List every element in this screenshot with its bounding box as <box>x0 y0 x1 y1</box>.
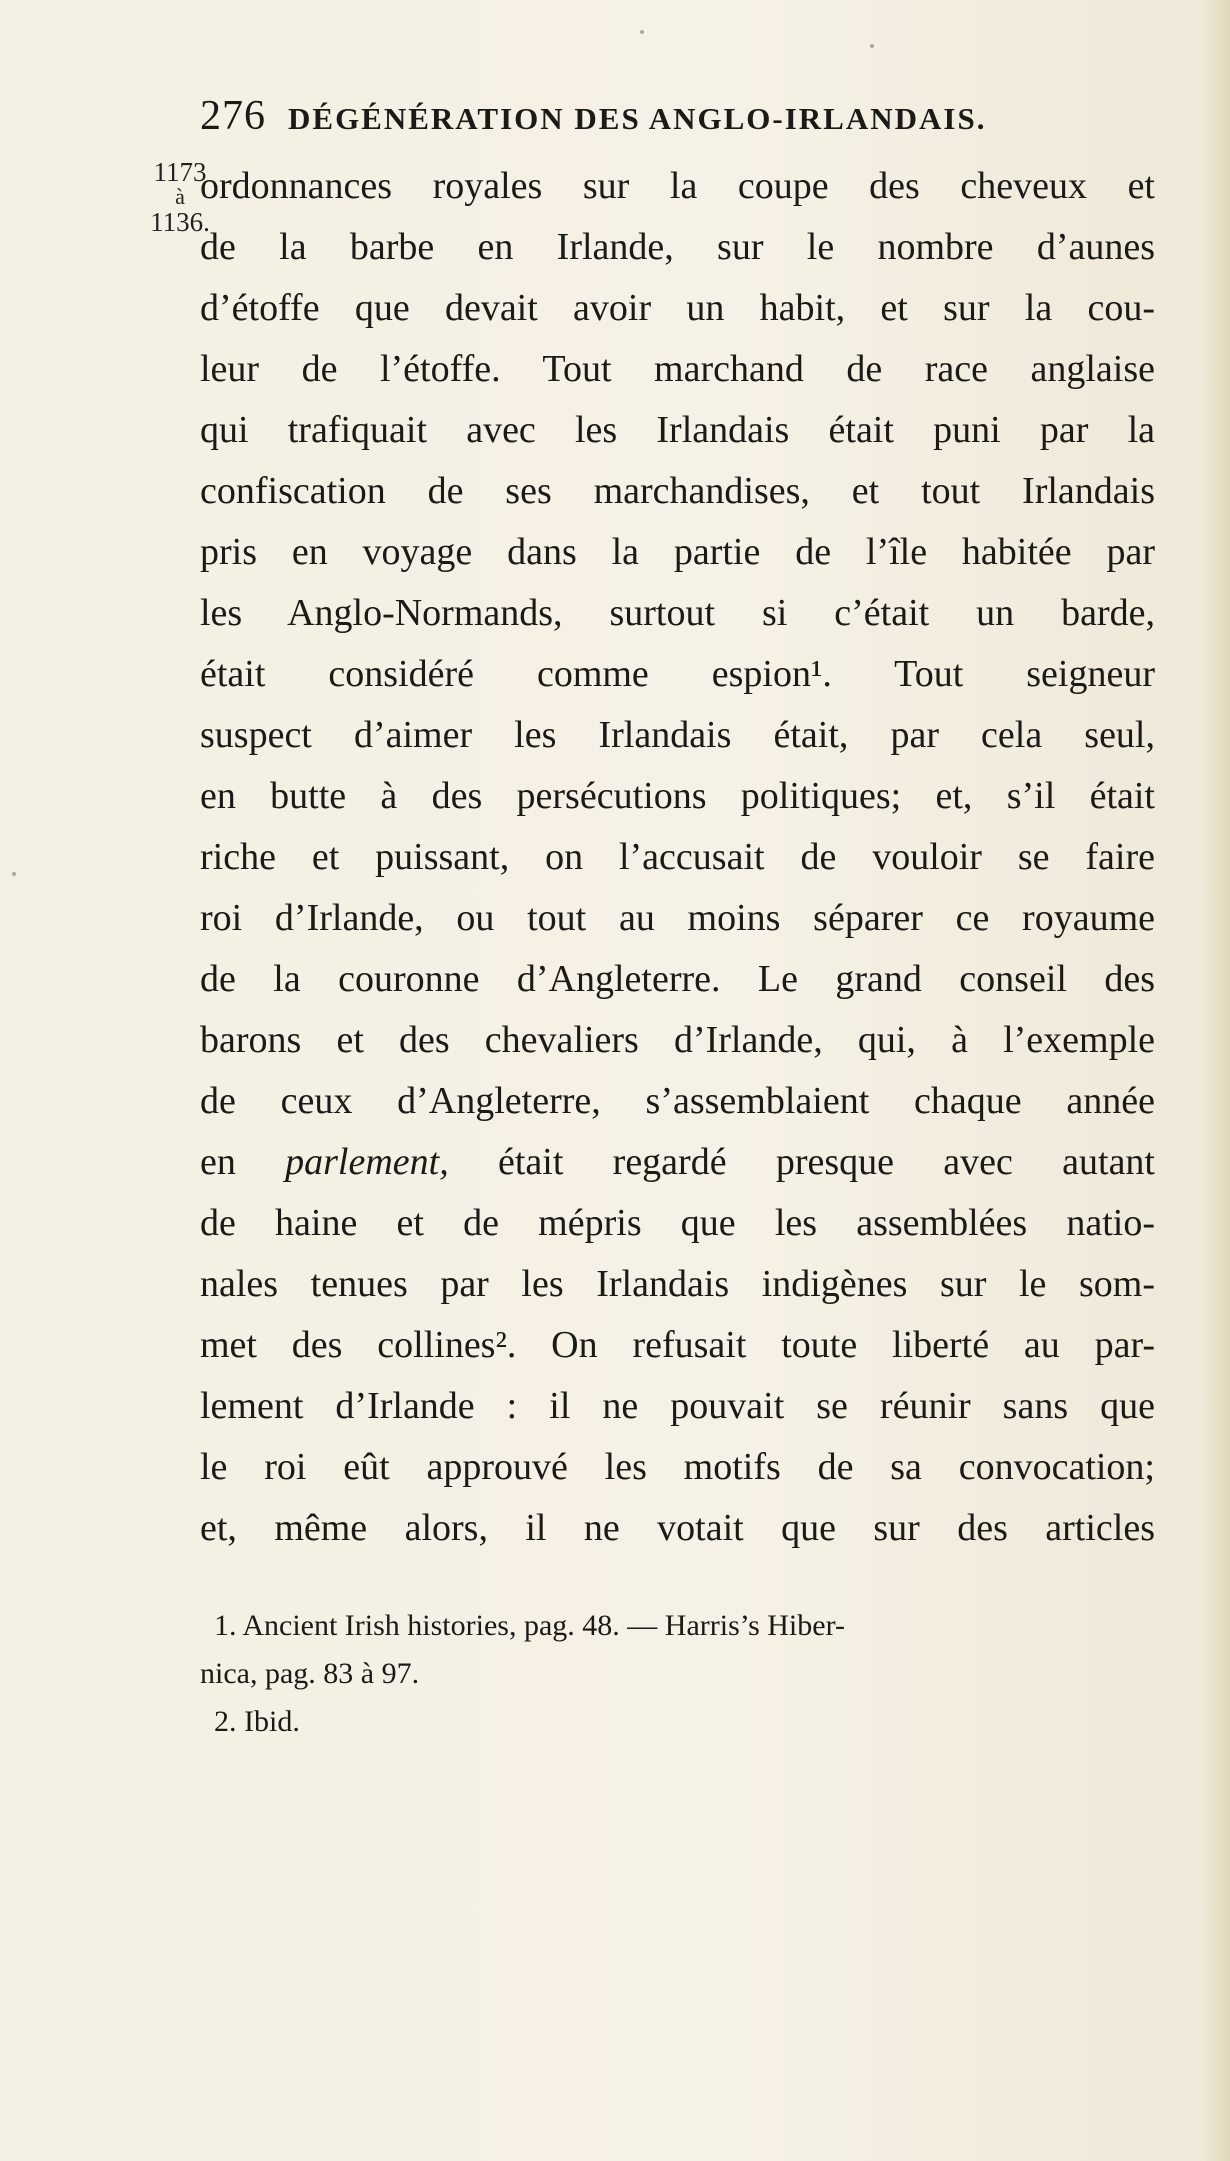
italic-word: parlement, <box>285 1141 449 1183</box>
text-line: de la couronne d’Angleterre. Le grand conseil des <box>200 958 1155 1000</box>
footnotes <box>200 1602 1155 1746</box>
text-line: était considéré comme espion¹. Tout seigneur <box>200 653 1155 695</box>
text-line: qui trafiquait avec les Irlandais était puni par la <box>200 409 1155 451</box>
body-text <box>200 156 1155 1559</box>
line-suffix: était regardé presque avec autant <box>448 1141 1155 1183</box>
text-line: riche et puissant, on l’accusait de vouloir se faire <box>200 836 1155 878</box>
text-line: en butte à des persécutions politiques; et, s’il était <box>200 775 1155 817</box>
text-line: ordonnances royales sur la coupe des cheveux et <box>200 165 1155 207</box>
paper-speck <box>870 44 874 48</box>
text-line: suspect d’aimer les Irlandais était, par cela seul, <box>200 714 1155 756</box>
margin-year-end: 1136. <box>150 207 210 237</box>
text-line-italic <box>200 1132 1155 1193</box>
line-prefix: en <box>200 1141 286 1183</box>
paper-speck <box>12 872 16 876</box>
paper-speck <box>640 30 644 34</box>
text-line: roi d’Irlande, ou tout au moins séparer ce royaume <box>200 897 1155 939</box>
footnote-1-line-1: 1. Ancient Irish histories, pag. 48. — Harris’s Hiber- <box>214 1609 845 1642</box>
text-line: de ceux d’Angleterre, s’assemblaient chaque année <box>200 1080 1155 1122</box>
text-line: les Anglo-Normands, surtout si c’était un barde, <box>200 592 1155 634</box>
footnote-1-line-2: nica, pag. 83 à 97. <box>200 1657 420 1690</box>
text-line: leur de l’étoffe. Tout marchand de race anglaise <box>200 348 1155 390</box>
text-line: nales tenues par les Irlandais indigènes sur le som- <box>200 1263 1155 1305</box>
text-line: d’étoffe que devait avoir un habit, et sur la cou- <box>200 287 1155 329</box>
margin-year-start: 1173 <box>153 157 207 187</box>
text-line: barons et des chevaliers d’Irlande, qui, à l’exemple <box>200 1019 1155 1061</box>
text-line: met des collines². On refusait toute liberté au par- <box>200 1324 1155 1366</box>
text-line: pris en voyage dans la partie de l’île habitée par <box>200 531 1155 573</box>
footnote-2: 2. Ibid. <box>214 1705 300 1738</box>
running-title: DÉGÉNÉRATION DES ANGLO-IRLANDAIS. <box>288 101 987 136</box>
text-line: de haine et de mépris que les assemblées natio- <box>200 1202 1155 1244</box>
margin-connector: à <box>175 184 185 209</box>
page-edge-shadow <box>1204 0 1230 2161</box>
page-header <box>200 92 1080 142</box>
text-line: et, même alors, il ne votait que sur des articles <box>200 1507 1155 1549</box>
text-line: confiscation de ses marchandises, et tout Irlandais <box>200 470 1155 512</box>
text-line: de la barbe en Irlande, sur le nombre d’aunes <box>200 226 1155 268</box>
page-number: 276 <box>200 93 266 139</box>
text-line: lement d’Irlande : il ne pouvait se réunir sans que <box>200 1385 1155 1427</box>
text-line: le roi eût approuvé les motifs de sa convocation; <box>200 1446 1155 1488</box>
